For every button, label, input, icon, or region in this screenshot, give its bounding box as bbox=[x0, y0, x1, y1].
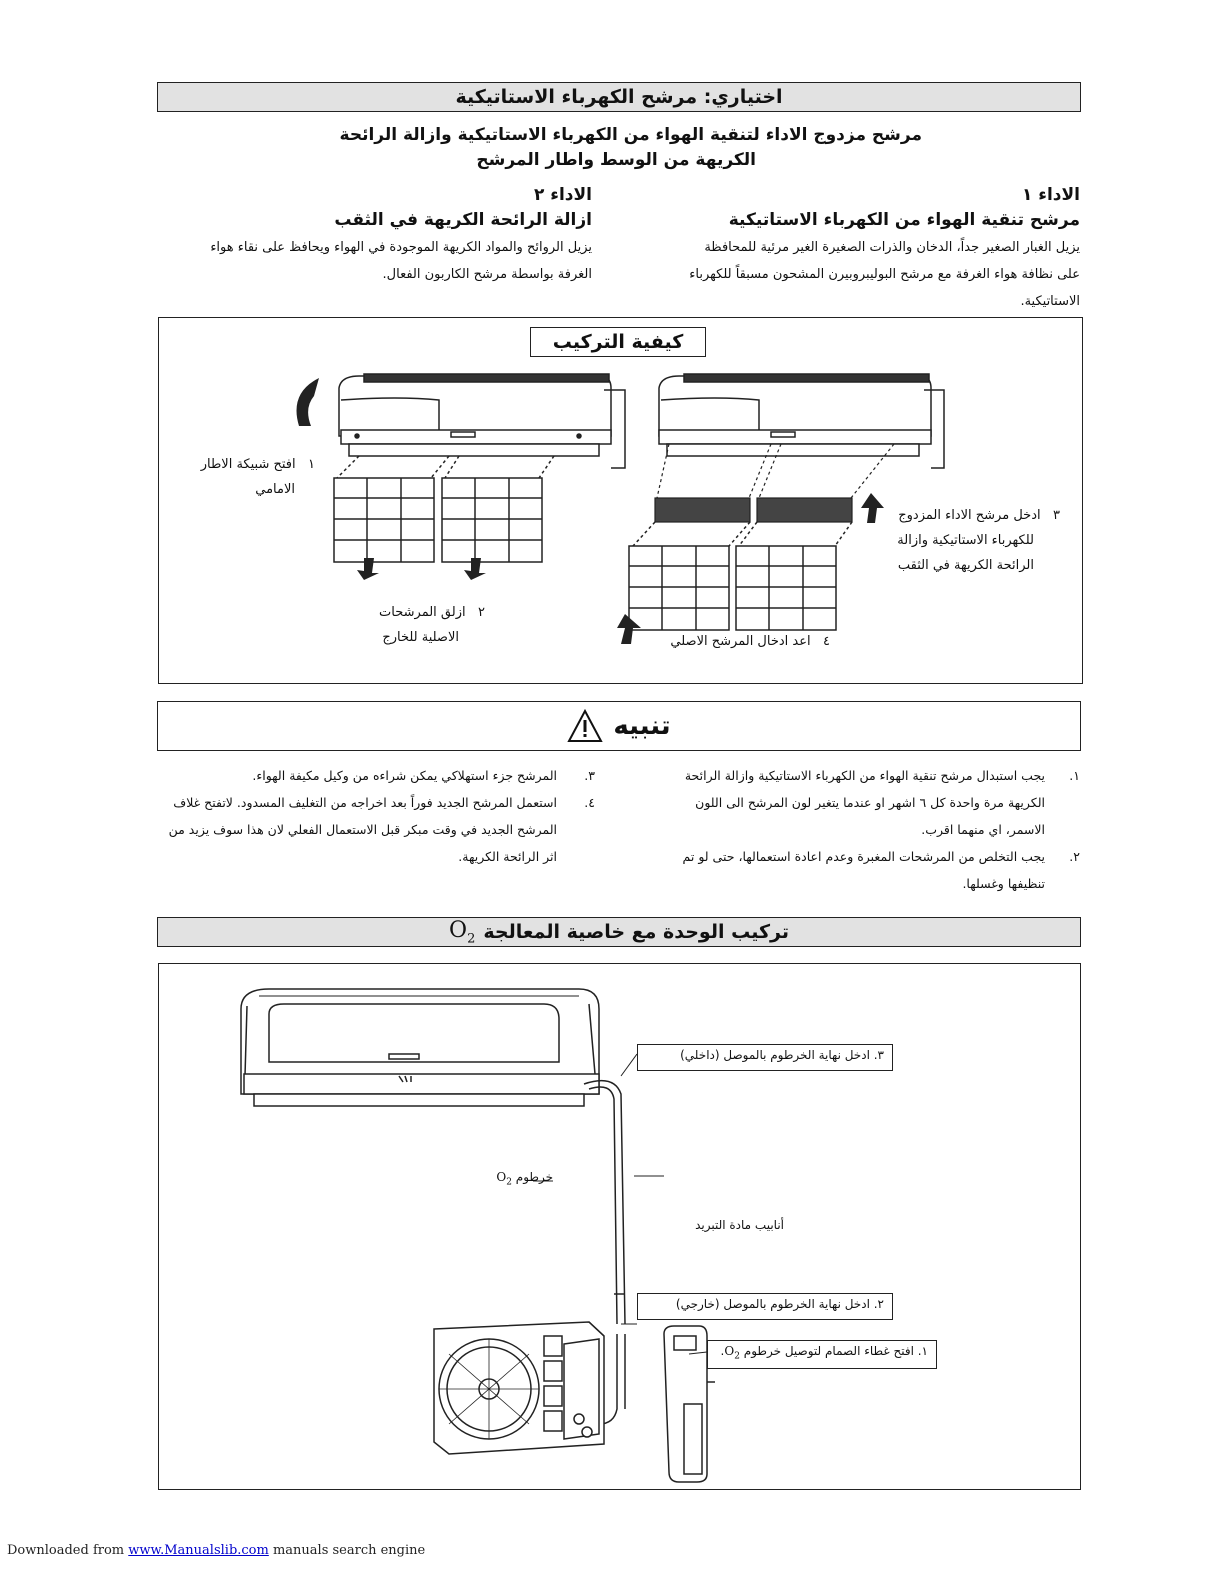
caution-item-2-line2: تنظيفها وغسلها. bbox=[962, 876, 1045, 891]
callout1-formula bbox=[724, 1344, 740, 1362]
caution-item-3 bbox=[150, 762, 595, 789]
caution-item-3-line1: المرشح جزء استهلاكي يمكن شراءه من وكيل مكيفة الهواء. bbox=[252, 768, 557, 783]
perf1-label: الاداء ١ bbox=[1021, 185, 1080, 205]
section2-title-o2 bbox=[449, 918, 475, 946]
perf2-desc-line2: الغرفة بواسطة مرشح الكاربون الفعال. bbox=[382, 267, 592, 282]
callout1-o: O bbox=[724, 1344, 735, 1358]
perf1-title: مرشح تنقية الهواء من الكهرباء الاستاتيكية bbox=[728, 210, 1080, 230]
callout1-text: ١. افتح غطاء الصمام لتوصيل خرطوم bbox=[743, 1344, 928, 1358]
warning-triangle-icon bbox=[567, 709, 603, 743]
indoor-unit-illustration bbox=[241, 989, 599, 1106]
caution-title: تنبيه bbox=[613, 711, 671, 741]
outdoor-unit-illustration bbox=[434, 1322, 604, 1454]
step3-line1: ادخل مرشح الاداء المزدوج bbox=[898, 508, 1041, 523]
step2-line1: ازلق المرشحات bbox=[379, 605, 466, 620]
indoor-unit-left-illustration bbox=[339, 374, 625, 468]
step3-label bbox=[870, 503, 1060, 578]
callout1-sub: 2 bbox=[734, 1351, 740, 1362]
o2-hose-sub: 2 bbox=[506, 1177, 512, 1188]
o2-hose-formula bbox=[496, 1170, 512, 1188]
footer bbox=[7, 1543, 425, 1558]
section-title-o2-unit bbox=[157, 917, 1081, 947]
indoor-unit-right-illustration bbox=[659, 374, 944, 468]
step4-num: ٤ bbox=[823, 634, 830, 649]
caution-list-left bbox=[150, 762, 595, 870]
step2-num: ٢ bbox=[478, 605, 485, 620]
caution-item-1-line3: الاسمر، اي منهما اقرب. bbox=[921, 822, 1045, 837]
original-filters-removed bbox=[334, 456, 554, 562]
caution-item-3-num: ٣. bbox=[584, 768, 595, 783]
caution-item-1-line2: الكريهة مرة واحدة كل ٦ اشهر او عندما يتغير لون المرشح الى اللون bbox=[695, 795, 1045, 810]
caution-item-1-num: ١. bbox=[1069, 768, 1080, 783]
caution-list-right bbox=[640, 762, 1080, 897]
caution-item-4-line3: اثر الرائحة الكريهة. bbox=[458, 849, 557, 864]
o2-hose-o: O bbox=[496, 1170, 507, 1184]
callout-indoor-connector: ٣. ادخل نهاية الخرطوم بالموصل (داخلي) bbox=[637, 1044, 893, 1071]
perf2-desc-line1: يزيل الروائح والمواد الكريهة الموجودة في الهواء ويحافظ على نقاء هواء bbox=[210, 240, 592, 255]
caution-item-4 bbox=[150, 789, 595, 870]
step1-num: ١ bbox=[308, 457, 315, 472]
caution-item-1-line1: يجب استبدال مرشح تنقية الهواء من الكهرباء الاستاتيكية وازالة الرائحة bbox=[684, 768, 1045, 783]
o2-installation-drawing bbox=[159, 964, 1082, 1491]
step4-label bbox=[650, 629, 830, 654]
step4-text: اعد ادخال المرشح الاصلي bbox=[670, 634, 811, 649]
caution-item-1 bbox=[640, 762, 1080, 843]
caution-item-4-line2: المرشح الجديد في وقت مبكر قبل الاستعمال الفعلي لان هذا سوف يزيد من bbox=[168, 822, 557, 837]
perf2-label: الاداء ٢ bbox=[533, 185, 592, 205]
step2-label bbox=[350, 600, 485, 650]
section-title-electrostatic-filter bbox=[157, 82, 1081, 112]
step3-line3: الرائحة الكريهة في الثقب bbox=[897, 558, 1034, 573]
perf1-desc-line1: يزيل الغبار الصغير جداً، الدخان والذرات الصغيرة الغير مرئية للمحافظة bbox=[704, 240, 1080, 255]
callout-valve-cover bbox=[707, 1340, 937, 1369]
callout-outdoor-connector: ٢. ادخل نهاية الخرطوم بالموصل (خارجي) bbox=[637, 1293, 893, 1320]
o2-diagram-box bbox=[158, 963, 1081, 1490]
main-heading-line2: الكريهة من الوسط واطار المرشح bbox=[476, 150, 756, 170]
open-grille-arrow-icon bbox=[297, 378, 320, 426]
perf1-desc-line2: على نظافة هواء الغرفة مع مرشح البوليبروبيرن المشحون مسبقاً للكهرباء bbox=[689, 267, 1080, 282]
step2-line2: الاصلية للخارج bbox=[382, 630, 459, 645]
caution-item-4-num: ٤. bbox=[584, 795, 595, 810]
caution-item-2-line1: يجب التخلص من المرشحات المغبرة وعدم اعادة استعمالها، حتى لو تم bbox=[682, 849, 1045, 864]
callout1-end: . bbox=[720, 1344, 725, 1358]
o2-hose-text: خرطوم bbox=[515, 1170, 553, 1184]
step3-line2: للكهرباء الاستاتيكية وازالة bbox=[897, 533, 1034, 548]
caution-box bbox=[157, 701, 1081, 751]
section2-title-sub: 2 bbox=[467, 931, 476, 947]
section2-title-o: O bbox=[449, 917, 468, 943]
step1-line1: افتح شبيكة الاطار bbox=[200, 457, 296, 472]
refrigerant-pipes-label: أنابيب مادة التبريد bbox=[695, 1218, 784, 1232]
callout3-leader bbox=[621, 1054, 637, 1076]
step1-label bbox=[180, 452, 315, 502]
step3-num: ٣ bbox=[1053, 508, 1060, 523]
caution-item-4-line1: استعمل المرشح الجديد فوراً بعد اخراجه من التغليف المسدود. لاتفتح غلاف bbox=[173, 795, 557, 810]
section-title-text: اختياري: مرشح الكهرباء الاستاتيكية bbox=[455, 86, 783, 108]
caution-item-2-num: ٢. bbox=[1069, 849, 1080, 864]
footer-suffix: manuals search engine bbox=[268, 1543, 426, 1558]
original-filters-reinsert bbox=[629, 522, 852, 630]
footer-prefix: Downloaded from bbox=[7, 1543, 129, 1558]
step1-line2: الامامي bbox=[255, 482, 295, 497]
perf1-desc-line3: الاستاتيكية. bbox=[1020, 294, 1080, 309]
perf2-title: ازالة الرائحة الكريهة في الثقب bbox=[334, 210, 592, 230]
footer-link[interactable]: www.Manualslib.com bbox=[128, 1543, 269, 1558]
installation-title: كيفية التركيب bbox=[552, 331, 684, 353]
caution-item-2 bbox=[640, 843, 1080, 897]
section2-title-text: تركيب الوحدة مع خاصية المعالجة bbox=[483, 921, 789, 943]
o2-hose-label bbox=[483, 1170, 553, 1187]
main-heading-line1: مرشح مزدوج الاداء لتنقية الهواء من الكهرباء الاستاتيكية وازالة الرائحة bbox=[339, 125, 922, 145]
